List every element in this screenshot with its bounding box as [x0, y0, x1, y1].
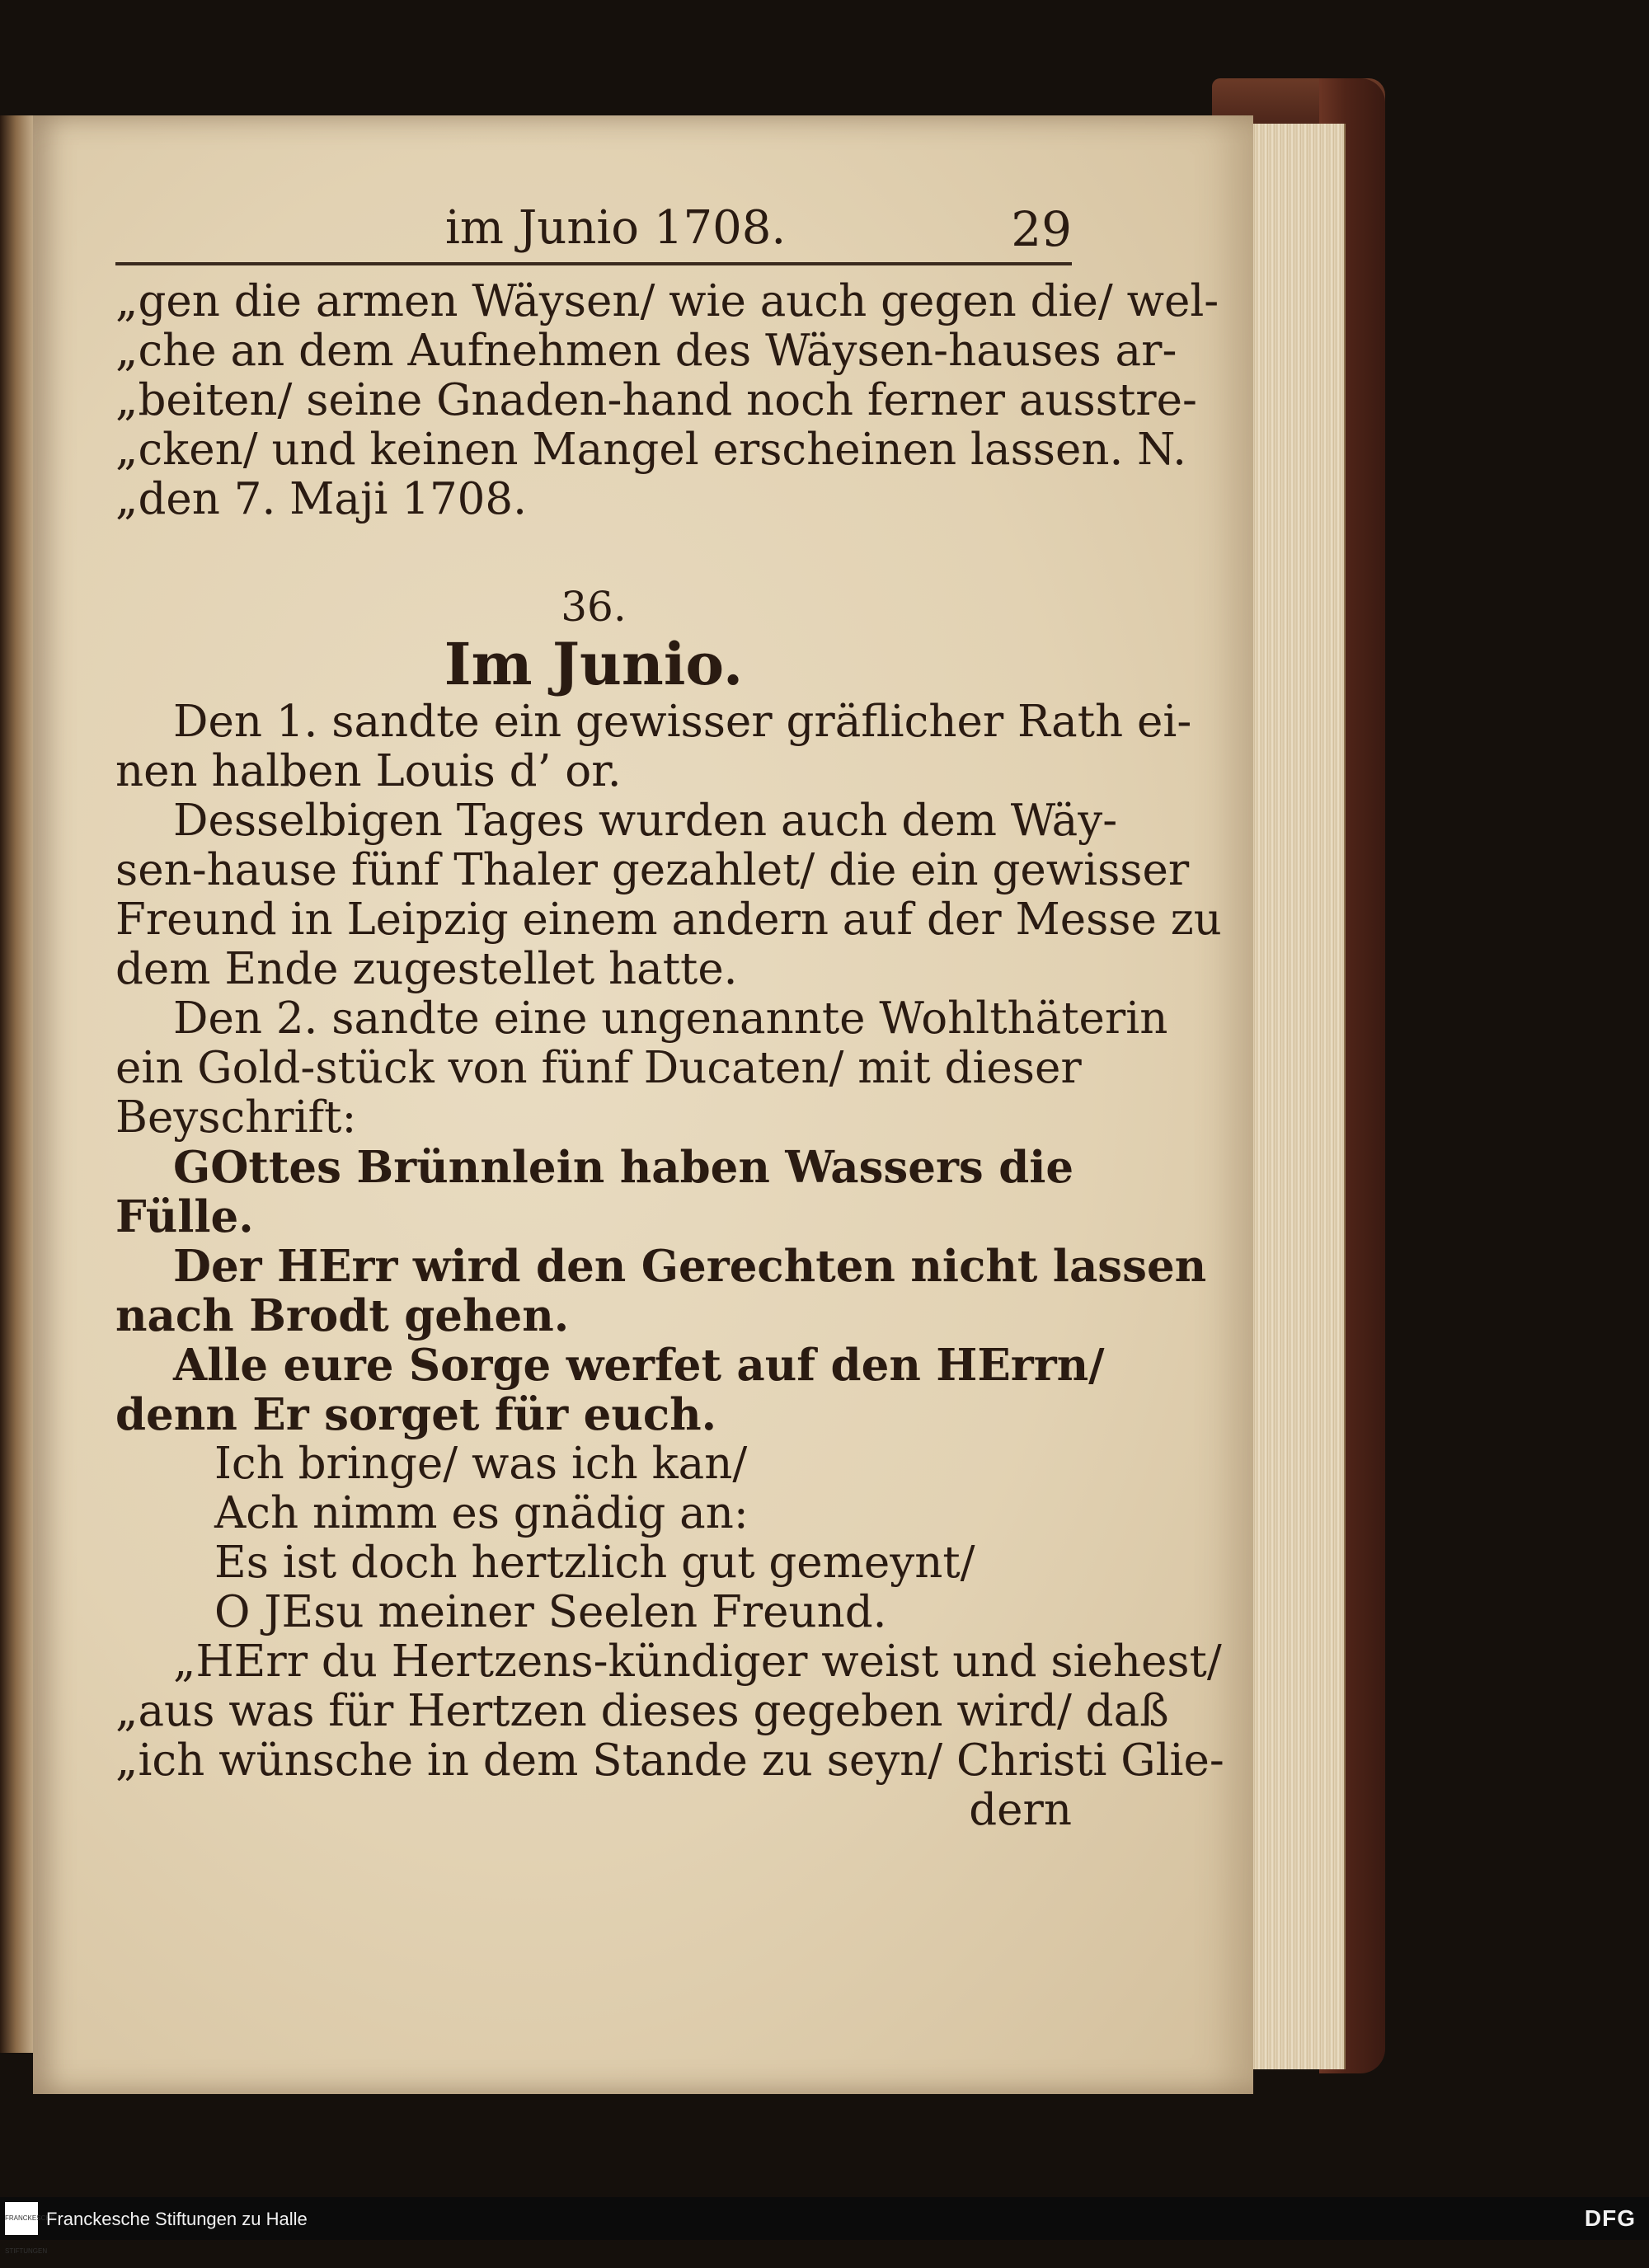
- text-line: denn Er sorget für euch.: [115, 1389, 717, 1440]
- text-line: „beiten/ seine Gnaden-hand noch ferner ausstre-: [115, 375, 1197, 425]
- text-line: „che an dem Aufnehmen des Wäysen-hauses ar-: [115, 326, 1177, 376]
- section-title: Im Junio.: [444, 630, 744, 698]
- text-line: „cken/ und keinen Mangel erscheinen lassen. N.: [115, 425, 1186, 475]
- verse-line: O JEsu meiner Seelen Freund.: [214, 1587, 887, 1637]
- text-line: „aus was für Hertzen dieses gegeben wird/ daß: [115, 1686, 1169, 1736]
- text-line: „gen die armen Wäysen/ wie auch gegen die/ wel-: [115, 276, 1219, 326]
- paragraph-1: [115, 697, 1192, 796]
- verse-line: Ich bringe/ was ich kan/: [214, 1439, 748, 1489]
- viewer-footer: [0, 2197, 1649, 2255]
- text-line: Den 1. sandte ein gewisser gräflicher Rath ei-: [173, 697, 1192, 747]
- text-line: Beyschrift:: [115, 1092, 357, 1143]
- text-line: Alle eure Sorge werfet auf den HErrn/: [173, 1340, 1105, 1391]
- catchword: dern: [969, 1785, 1072, 1835]
- paragraph-3: [115, 993, 1168, 1143]
- page-header: [115, 196, 1072, 265]
- verse-line: Es ist doch hertzlich gut gemeynt/: [214, 1538, 975, 1588]
- running-title: im Junio 1708.: [445, 201, 787, 255]
- closing-quote: [115, 1636, 1224, 1835]
- text-line: „HErr du Hertzens-kündiger weist und siehest/: [173, 1636, 1222, 1687]
- text-line: sen-hause fünf Thaler gezahlet/ die ein gewisser: [115, 845, 1190, 895]
- text-line: GOttes Brünnlein haben Wassers die: [173, 1142, 1074, 1193]
- text-line: Fülle.: [115, 1191, 254, 1242]
- text-line: ein Gold-stück von fünf Ducaten/ mit dieser: [115, 1043, 1082, 1093]
- text-line: Freund in Leipzig einem andern auf der Messe zu: [115, 895, 1222, 945]
- institution-logo: FRANCKESCHE STIFTUNGEN: [5, 2202, 38, 2235]
- text-line: nach Brodt gehen.: [115, 1290, 570, 1341]
- text-line: Der HErr wird den Gerechten nicht lassen: [173, 1241, 1207, 1292]
- text-line: dem Ende zugestellet hatte.: [115, 944, 738, 994]
- verse: [115, 1439, 1072, 1637]
- text-line: nen halben Louis d’ or.: [115, 746, 622, 796]
- page-number: 29: [1011, 201, 1072, 257]
- verse-line: Ach nimm es gnädig an:: [214, 1488, 749, 1538]
- quote-block: [115, 276, 1219, 524]
- text-line: Den 2. sandte eine ungenannte Wohlthäterin: [173, 993, 1168, 1044]
- paragraph-2: [115, 796, 1222, 994]
- text-line: „ich wünsche in dem Stande zu seyn/ Christi Glie-: [115, 1735, 1224, 1786]
- dfg-logo: DFG: [1584, 2205, 1636, 2231]
- section-number: 36.: [561, 583, 627, 631]
- institution-name: Franckesche Stiftungen zu Halle: [46, 2209, 308, 2229]
- inscription: [115, 1142, 1207, 1440]
- text-line: Desselbigen Tages wurden auch dem Wäy-: [173, 796, 1118, 846]
- text-line: „den 7. Maji 1708.: [115, 474, 527, 524]
- page-text: [115, 196, 1224, 1835]
